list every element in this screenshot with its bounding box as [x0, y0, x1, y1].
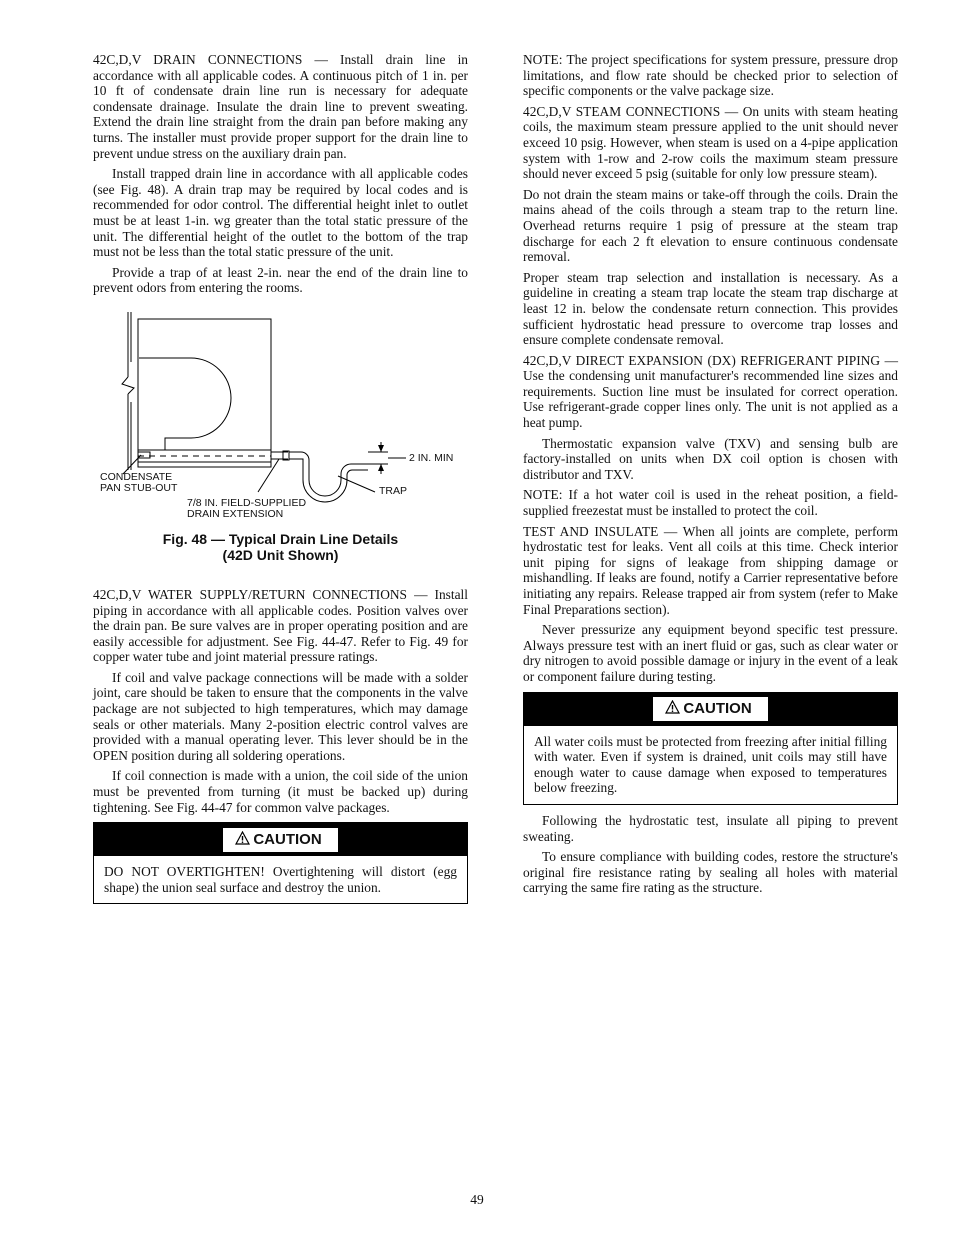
drain-connections-paragraph: 42C,D,V DRAIN CONNECTIONS — Install drain line in accordance with all applicable codes. A continuous pitch of 1 in. per 10 ft of condensate drain line run is necessary for adequate condensate drainage. Insulate the drain line to prevent sweating. Extend the drain line straight from the drain pan before making any turns. The installer must provide proper support for the drain line to prevent undue stress on the auxiliary drain pan. [93, 52, 468, 161]
provide-trap-paragraph: Provide a trap of at least 2-in. near the end of the drain line to prevent odors from entering the rooms. [93, 264, 468, 296]
do-not-drain-paragraph: Do not drain the steam mains or take-off through the coils. Drain the mains ahead of the coils through a steam trap to the return line. Overhead returns require 1 psig of pressure at the steam trap discharge for each 2 ft elevation to ensure continuous condensate removal. [523, 186, 898, 265]
note-specs-paragraph: NOTE: The project specifications for system pressure, pressure drop limitations, and flow rate should be checked prior to selection of specific components or the valve package size. [523, 52, 898, 99]
test-insulate-paragraph: TEST AND INSULATE — When all joints are complete, perform hydrostatic test for leaks. Vent all coils at this time. Check interior unit piping for signs of leakage from shipping damage or mishandling. If leaks are found, notify a Carrier representative before initiating any repairs. Release trapped air from system (refer to Make Final Preparations section). [523, 523, 898, 617]
caution-label: CAUTION [683, 700, 752, 718]
note-hot-water-paragraph: NOTE: If a hot water coil is used in the reheat position, a field-supplied freezestat must be installed to protect the coil. [523, 487, 898, 519]
warning-triangle-icon [665, 700, 680, 718]
steam-connections-paragraph: 42C,D,V STEAM CONNECTIONS — On units with steam heating coils, the maximum steam pressure applied to the unit should never exceed 10 psig. However, when steam is used on a 4-pipe application system with 1-row and 2-row coils the maximum steam pressure should never exceed 5 psig (suitable for only low pressure steam). [523, 103, 898, 182]
label-trap: TRAP [379, 484, 408, 497]
figure-caption: Fig. 48 — Typical Drain Line Details (42D Unit Shown) [162, 530, 399, 563]
caution-text: All water coils must be protected from freezing after initial filling with water. Even if system is drained, unit coils may still have enough water to cause damage when exposed to temperatures below freezing. [534, 733, 887, 796]
left-column [93, 52, 468, 912]
label-2in-min: 2 IN. MIN [409, 451, 454, 464]
compliance-paragraph: To ensure compliance with building codes, restore the structure's original fire resistance rating by sealing all holes with material carrying the same fire rating as the structure. [523, 849, 898, 896]
right-column [523, 52, 898, 901]
label-condensate-stub: CONDENSATE PAN STUB-OUT [100, 470, 178, 494]
caution-label: CAUTION [253, 830, 322, 848]
caution-box-freezing [523, 692, 898, 805]
label-drain-extension: 7/8 IN. FIELD-SUPPLIED DRAIN EXTENSION [187, 496, 307, 520]
caution-box-overtighten [93, 822, 468, 904]
union-paragraph: If coil connection is made with a union, the coil side of the union must be prevented from turning (it must be backed up) during tightening. See Fig. 44-47 for common valve packages. [93, 768, 468, 815]
dx-piping-paragraph: 42C,D,V DIRECT EXPANSION (DX) REFRIGERANT PIPING — Use the condensing unit manufacturer's recommended line sizes and requirements. Suction line must be insulated for correct operation. Use refrigerant-grade copper lines only. The unit is not applied as a heat pump. [523, 352, 898, 431]
water-supply-paragraph: 42C,D,V WATER SUPPLY/RETURN CONNECTIONS — Install piping in accordance with all applicable codes. Position valves over the drain pan. Be sure valves are in proper operating position and are easily accessible for adjustment. See Fig. 44-47. Refer to Fig. 49 for copper water tube and joint material pressure ratings. [93, 586, 468, 665]
steam-trap-paragraph: Proper steam trap selection and installation is necessary. As a guideline in creating a steam trap locate the steam trap discharge at least 12 in. below the condensate return connection. This provides sufficient hydrostatic head pressure to overcome trap losses and ensure complete condensate removal. [523, 269, 898, 348]
page-number: 49 [470, 1192, 484, 1207]
never-pressurize-paragraph: Never pressurize any equipment beyond specific test pressure. Always pressure test with an inert fluid or gas, such as clear water or dry nitrogen to avoid possible damage or injury in the event of a leak or component failure during testing. [523, 622, 898, 684]
following-paragraph: Following the hydrostatic test, insulate all piping to prevent sweating. [523, 812, 898, 844]
trapped-drain-paragraph: Install trapped drain line in accordance with all applicable codes (see Fig. 48). A drain trap may be required by local codes and is recommended for odor control. The differential height inlet to outlet must be at least 1-in. wg greater than the total static pressure of the unit. The differential height of the outlet to the bottom of the trap must not be less than the total static pressure of the unit. [93, 166, 468, 260]
caution-text: DO NOT OVERTIGHTEN! Overtightening will distort (egg shape) the union seal surface and destroy the union. [104, 864, 457, 895]
solder-joint-paragraph: If coil and valve package connections will be made with a solder joint, care should be taken to ensure that the components in the valve package are not subjected to high temperatures, which may damage seals or other materials. Many 2-position electric control valves are provided with a manual operating lever. This lever should be in the OPEN position during all soldering operations. [93, 669, 468, 763]
warning-triangle-icon [235, 831, 250, 849]
txv-paragraph: Thermostatic expansion valve (TXV) and sensing bulb are factory-installed on units when DX coil option is chosen with distributor and TXV. [523, 435, 898, 482]
figure-48-drain-line [93, 302, 468, 587]
